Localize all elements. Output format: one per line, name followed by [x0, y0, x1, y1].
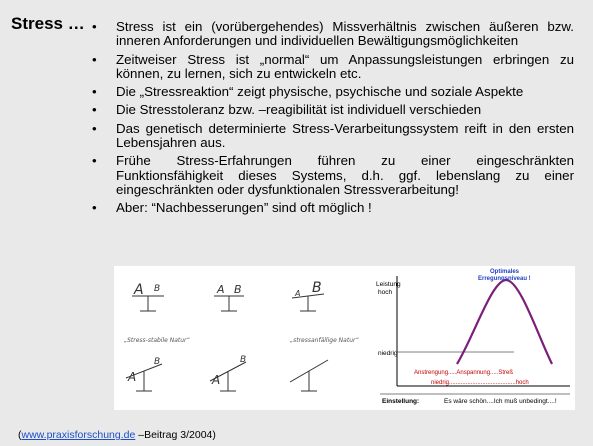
bullet-item: • Frühe Stress-Erfahrungen führen zu einer eingeschränkten Funktionsfähigkeit dieses Systems, d.h. ggf. lebenslang zu einer eingeschränkten oder dysfunktionalen Stressverarbeitung! [92, 154, 574, 197]
y-label-bottom: niedrig [378, 350, 398, 357]
performance-curve [457, 280, 552, 364]
x-label-stress: Anstrengung.....Anspannung.....Streß [414, 370, 514, 376]
scale-label-b: B [240, 355, 247, 365]
stress-illustration [114, 266, 575, 410]
bullet-item: • Die Stresstoleranz bzw. –reagibilität ist individuell verschieden [92, 103, 574, 117]
scale-label-a: A [212, 373, 221, 387]
y-label-top: Leistung [376, 281, 401, 288]
caption-open: ( [18, 429, 22, 441]
bullet-item: • Zeitweiser Stress ist „normal“ um Anpassungsleistungen erbringen zu können, zu lernen, sich zu entwickeln etc. [92, 53, 574, 82]
scale-label-a: A [128, 370, 137, 384]
setting-text: Es wäre schön....Ich muß unbedingt....! [444, 398, 557, 405]
source-caption [18, 429, 216, 441]
caption-vulnerable: „stressanfällige Natur“ [290, 337, 359, 344]
setting-label: Einstellung: [382, 398, 420, 405]
source-link[interactable]: www.praxisforschung.de [21, 429, 136, 441]
scale-label-b: B [312, 280, 322, 296]
bullet-item: • Das genetisch determinierte Stress-Verarbeitungssystem reift in den ersten Lebensjahren aus. [92, 122, 574, 151]
caption-rest: –Beitrag 3/2004) [135, 429, 216, 441]
bullet-list [92, 20, 574, 220]
bullet-item: • Die „Stressreaktion“ zeigt physische, psychische und soziale Aspekte [92, 85, 574, 99]
y-label-top2: hoch [378, 289, 393, 296]
performance-chart [376, 269, 570, 405]
scale-label-a: A [134, 282, 144, 298]
slide-title: Stress … [11, 14, 85, 33]
caption-stable: „Stress-stabile Natur“ [124, 337, 190, 344]
peak-label-2: Erregungsniveau ! [478, 276, 531, 282]
scale-label-b: B [154, 357, 161, 367]
scale-label-b: B [234, 283, 242, 296]
stress-figure [114, 266, 575, 410]
x-label-range: niedrig........................................hoch [431, 380, 529, 386]
scale-label-b: B [154, 284, 161, 294]
bullet-item: • Aber: “Nachbesserungen” sind oft möglich ! [92, 201, 574, 215]
scale-label-a: A [217, 283, 225, 296]
peak-label: Optimales [490, 269, 520, 275]
bullet-item: • Stress ist ein (vorübergehendes) Missverhältnis zwischen äußeren bzw. inneren Anforderungen und individuellen Bewältigungsmöglichkeiten [92, 20, 574, 49]
scale-label-a: A [295, 289, 301, 298]
